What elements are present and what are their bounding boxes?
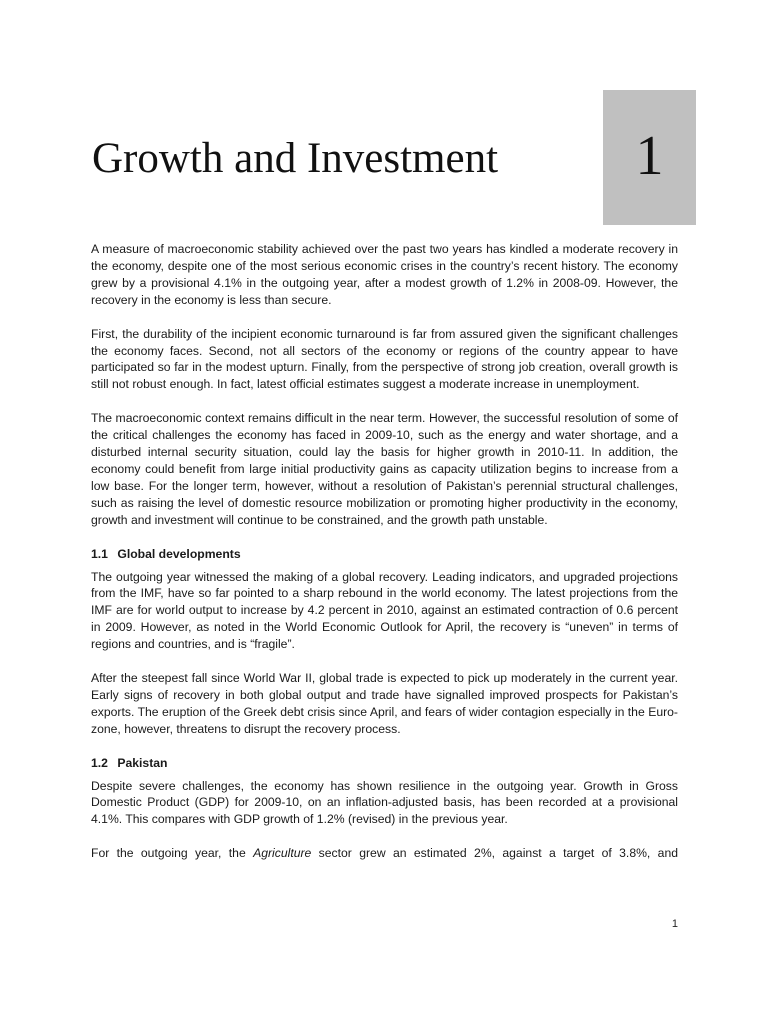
agriculture-term: Agriculture — [253, 846, 312, 861]
section-title: Pakistan — [117, 755, 168, 770]
intro-paragraph-2: First, the durability of the incipient economic turnaround is far from assured given the significant challenges the economy faces. Second, not all sectors of the economy or regions of the country appear to have participated so far in the modest upturn. Finally, from the perspective of strong job creation, overall growth is still not robust enough. In fact, latest official estimates suggest a moderate increase in unemployment. — [91, 326, 678, 392]
chapter-number: 1 — [635, 125, 664, 187]
paragraph-text: sector grew an estimated 2%, against a target of 3.8%, and — [311, 846, 678, 861]
section-number: 1.2 — [91, 755, 108, 770]
intro-paragraph-1: A measure of macroeconomic stability achieved over the past two years has kindled a moderate recovery in the economy, despite one of the most serious economic crises in the country’s recent history. The economy grew by a provisional 4.1% in the outgoing year, after a modest growth of 1.2% in 2008-09. However, the recovery in the economy is less than secure. — [91, 242, 678, 307]
global-paragraph-2: After the steepest fall since World War II, global trade is expected to pick up moderately in the current year. Early signs of recovery in both global output and trade have signalled improved prospects for Pakistan’s exports. The eruption of the Greek debt crisis since April, and fears of wider contagion especially in the Euro-zone, however, threatens to disrupt the recovery process. — [91, 671, 678, 736]
section-number: 1.1 — [91, 546, 108, 561]
document-body — [91, 241, 678, 879]
section-heading-pakistan — [91, 755, 678, 772]
page-number: 1 — [671, 918, 678, 930]
pakistan-paragraph-2 — [91, 845, 678, 862]
global-paragraph-1: The outgoing year witnessed the making of a global recovery. Leading indicators, and upgraded projections from the IMF, have so far pointed to a sharp rebound in the world economy. The latest projections from the IMF are for world output to increase by 4.2 percent in 2010, against an estimated contraction of 0.6 percent in 2009. However, as noted in the World Economic Outlook for April, the recovery is “uneven” in terms of regions and countries, and is “fragile”. — [91, 569, 678, 652]
pakistan-paragraph-1: Despite severe challenges, the economy has shown resilience in the outgoing year. Growth in Gross Domestic Product (GDP) for 2009-10, on an inflation-adjusted basis, has been recorded at a provisional 4.1%. This compares with GDP growth of 1.2% (revised) in the previous year. — [91, 778, 678, 827]
section-heading-global-developments — [91, 546, 678, 563]
paragraph-text: For the outgoing year, the — [91, 846, 254, 861]
section-title: Global developments — [117, 546, 241, 561]
chapter-number-box — [603, 90, 696, 225]
chapter-title: Growth and Investment — [92, 135, 499, 182]
intro-paragraph-3: The macroeconomic context remains difficult in the near term. However, the successful resolution of some of the critical challenges the economy has faced in 2009-10, such as the energy and water shortage, and a disturbed internal security situation, could lay the basis for higher growth in 2010-11. In addition, the economy could benefit from large initial productivity gains as capacity utilization begins to increase from a low base. For the longer term, however, without a resolution of Pakistan’s perennial structural challenges, such as raising the level of domestic resource mobilization or promoting higher productivity in the economy, growth and investment will continue to be constrained, and the growth path unstable. — [91, 411, 678, 527]
